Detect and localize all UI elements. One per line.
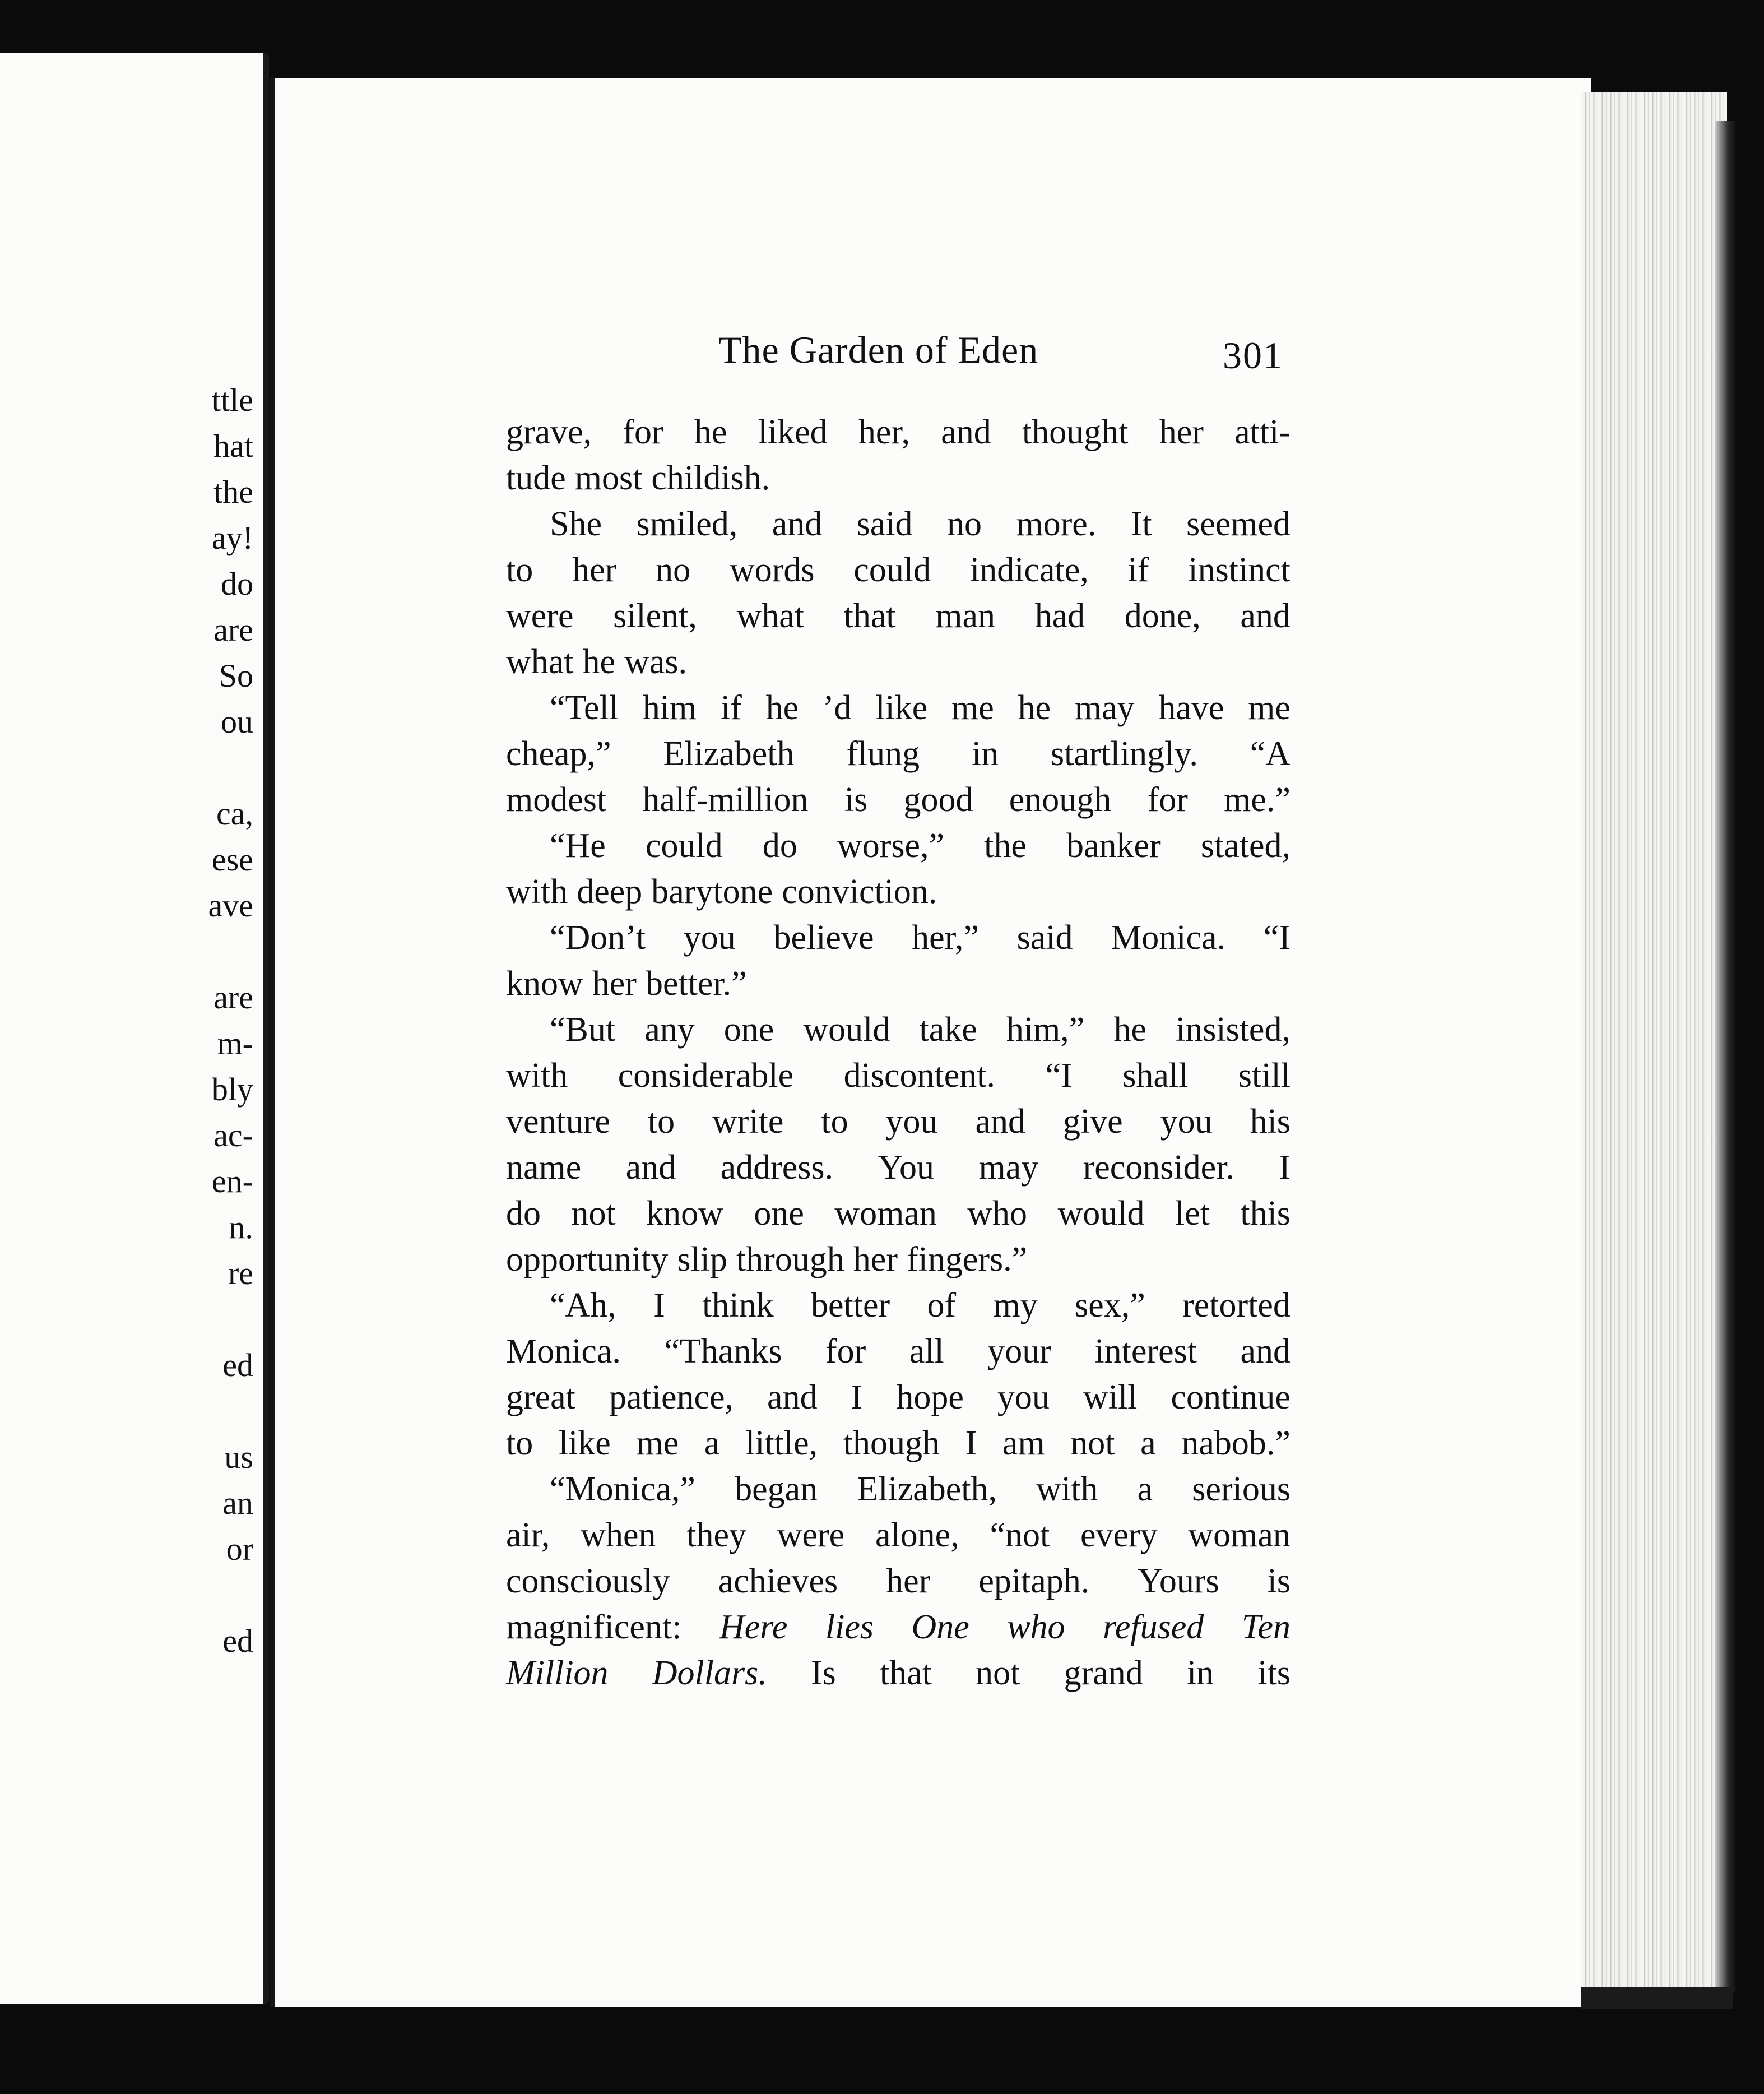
word: patience,	[609, 1378, 734, 1416]
word: Dollars.	[652, 1654, 767, 1692]
text-line	[506, 1374, 1290, 1420]
word: not	[1070, 1424, 1115, 1462]
word: continue	[1171, 1378, 1290, 1416]
word: “But	[550, 1011, 616, 1049]
word: smiled,	[636, 505, 738, 543]
word: when	[581, 1516, 656, 1554]
word: his	[1250, 1102, 1290, 1141]
word: It	[1130, 505, 1152, 543]
word: seemed	[1186, 505, 1290, 543]
word: know	[646, 1194, 723, 1233]
word: him,”	[1006, 1011, 1085, 1049]
word: slip	[677, 1240, 727, 1278]
word: most	[574, 459, 643, 497]
left-fragment: do	[221, 566, 253, 602]
word: thought	[1022, 413, 1129, 451]
word: better.”	[645, 965, 747, 1003]
word: good	[903, 781, 973, 819]
word: to	[506, 551, 533, 589]
word: One	[911, 1608, 969, 1646]
word: who	[1007, 1608, 1065, 1646]
word: your	[987, 1332, 1051, 1370]
word: Here	[719, 1608, 788, 1646]
word: words	[729, 551, 815, 589]
word: woman	[834, 1194, 937, 1233]
word: Ten	[1241, 1608, 1290, 1646]
left-fragment: the	[213, 474, 253, 510]
left-fragment: ttle	[211, 382, 253, 418]
word: and	[772, 505, 823, 543]
word: do	[506, 1194, 541, 1233]
word: that	[843, 597, 896, 635]
word: though	[843, 1424, 940, 1462]
text-line	[506, 1145, 1290, 1190]
word: he	[1018, 689, 1051, 727]
running-title: The Garden of Eden	[718, 328, 1039, 371]
text-line	[506, 823, 1290, 869]
left-fragment: are	[213, 611, 253, 648]
word: if	[1127, 551, 1149, 589]
word: great	[506, 1378, 575, 1416]
word: think	[702, 1286, 774, 1324]
word: barytone	[651, 873, 773, 911]
word: “I	[1263, 919, 1290, 957]
word: would	[1057, 1194, 1145, 1233]
word: he	[765, 689, 799, 727]
text-line	[506, 1099, 1290, 1145]
text-line	[506, 593, 1290, 639]
word: no	[656, 551, 691, 589]
word: retorted	[1182, 1286, 1290, 1324]
word: alone,	[875, 1516, 959, 1554]
left-fragment: or	[226, 1531, 253, 1567]
word: were	[506, 597, 574, 635]
left-fragment: So	[219, 657, 253, 694]
word: let	[1175, 1194, 1210, 1233]
word: that	[879, 1654, 932, 1692]
word: in	[971, 735, 999, 773]
word: grave,	[506, 413, 592, 451]
text-line	[506, 1420, 1290, 1466]
text-line	[506, 1282, 1290, 1328]
word: for	[623, 413, 663, 451]
left-page	[0, 53, 269, 2004]
word: tude	[506, 459, 566, 497]
word: woman	[1188, 1516, 1290, 1554]
text-line	[506, 1512, 1290, 1558]
word: little,	[745, 1424, 818, 1462]
word: magnificent:	[506, 1608, 682, 1646]
left-fragment: hat	[213, 428, 253, 464]
word: her,	[858, 413, 911, 451]
text-line	[506, 409, 1290, 455]
word: interest	[1094, 1332, 1197, 1370]
word: venture	[506, 1102, 610, 1141]
word: shall	[1122, 1057, 1189, 1095]
word: and	[767, 1378, 818, 1416]
word: to	[647, 1102, 675, 1141]
word: discontent.	[843, 1057, 995, 1095]
word: “A	[1250, 735, 1290, 773]
word: and	[941, 413, 991, 451]
word: indicate,	[970, 551, 1089, 589]
word: they	[686, 1516, 746, 1554]
page-number: 301	[1223, 334, 1283, 377]
word: childish.	[651, 459, 770, 497]
left-fragment: m-	[217, 1025, 253, 1062]
word: her	[592, 965, 637, 1003]
word: achieves	[718, 1562, 838, 1600]
text-line	[506, 1190, 1290, 1236]
word: he	[1113, 1011, 1146, 1049]
page-fore-edge	[1581, 92, 1727, 2009]
left-fragment: ed	[222, 1347, 253, 1383]
word: he	[582, 643, 616, 681]
book-cover-edge	[1581, 1987, 1733, 2009]
word: one	[754, 1194, 804, 1233]
text-line	[506, 961, 1290, 1007]
text-line	[506, 639, 1290, 685]
word: with	[506, 873, 568, 911]
text-line	[506, 1650, 1290, 1696]
word: banker	[1066, 827, 1161, 865]
word: a	[1140, 1424, 1156, 1462]
text-line	[506, 1007, 1290, 1053]
word: in	[1186, 1654, 1214, 1692]
word: you	[683, 919, 736, 957]
word: what	[736, 597, 805, 635]
word: conviction.	[782, 873, 937, 911]
word: cheap,”	[506, 735, 611, 773]
word: “I	[1045, 1057, 1073, 1095]
left-fragment: ou	[221, 703, 253, 740]
word: address.	[720, 1148, 834, 1187]
word: done,	[1124, 597, 1201, 635]
word: and	[1240, 1332, 1290, 1370]
word: through	[736, 1240, 844, 1278]
left-fragment: are	[213, 979, 253, 1016]
word: man	[935, 597, 995, 635]
word: me	[1248, 689, 1290, 727]
word: air,	[506, 1516, 550, 1554]
word: Elizabeth	[663, 735, 795, 773]
word: know	[506, 965, 583, 1003]
word: I	[653, 1286, 665, 1324]
word: her	[1159, 413, 1204, 451]
word: my	[993, 1286, 1038, 1324]
word: write	[712, 1102, 784, 1141]
word: atti-	[1234, 413, 1290, 451]
text-line	[506, 1236, 1290, 1282]
text-line	[506, 1604, 1290, 1650]
word: for	[825, 1332, 866, 1370]
word: may	[978, 1148, 1039, 1187]
word: half-million	[642, 781, 809, 819]
body-text	[506, 409, 1290, 1696]
text-line	[506, 1466, 1290, 1512]
word: could	[853, 551, 931, 589]
left-fragment: ed	[222, 1623, 253, 1659]
word: is	[844, 781, 868, 819]
text-line	[506, 455, 1290, 501]
word: may	[1074, 689, 1135, 727]
text-line	[506, 915, 1290, 961]
word: her	[886, 1562, 931, 1600]
word: insisted,	[1176, 1011, 1290, 1049]
word: stated,	[1200, 827, 1290, 865]
left-fragment: ay!	[211, 520, 253, 556]
word: he	[694, 413, 727, 451]
word: lies	[825, 1608, 874, 1646]
text-line	[506, 501, 1290, 547]
text-line	[506, 869, 1290, 915]
word: take	[919, 1011, 977, 1049]
word: all	[909, 1332, 944, 1370]
word: this	[1240, 1194, 1290, 1233]
word: instinct	[1188, 551, 1290, 589]
word: refused	[1103, 1608, 1204, 1646]
word: Is	[810, 1654, 836, 1692]
text-line	[506, 1558, 1290, 1604]
word: “Thanks	[664, 1332, 782, 1370]
word: reconsider.	[1083, 1148, 1234, 1187]
word: am	[1002, 1424, 1045, 1462]
word: do	[762, 827, 797, 865]
word: Yours	[1138, 1562, 1219, 1600]
text-line	[506, 1053, 1290, 1099]
word: hope	[896, 1378, 964, 1416]
word: were	[777, 1516, 845, 1554]
fore-edge-shadow	[1715, 121, 1737, 1993]
word: me.”	[1224, 781, 1290, 819]
word: and	[625, 1148, 676, 1187]
word: serious	[1192, 1470, 1290, 1508]
word: every	[1080, 1516, 1158, 1554]
word: one	[723, 1011, 774, 1049]
left-fragment: n.	[229, 1209, 253, 1245]
word: me	[636, 1424, 679, 1462]
word: ’d	[822, 689, 852, 727]
word: any	[644, 1011, 695, 1049]
word: who	[967, 1194, 1028, 1233]
word: “not	[990, 1516, 1050, 1554]
word: a	[704, 1424, 720, 1462]
word: him	[642, 689, 697, 727]
text-line	[506, 685, 1290, 731]
left-fragment: ac-	[213, 1117, 253, 1153]
word: startlingly.	[1050, 735, 1198, 773]
word: “Don’t	[550, 919, 646, 957]
word: was.	[624, 643, 687, 681]
running-head	[270, 328, 1587, 378]
word: could	[645, 827, 723, 865]
word: believe	[773, 919, 874, 957]
word: have	[1158, 689, 1224, 727]
text-line	[506, 731, 1290, 777]
word: of	[927, 1286, 957, 1324]
word: you	[885, 1102, 938, 1141]
word: and	[975, 1102, 1025, 1141]
word: flung	[846, 735, 920, 773]
left-fragment: bly	[211, 1071, 253, 1108]
word: epitaph.	[978, 1562, 1090, 1600]
word: liked	[758, 413, 828, 451]
word: “Tell	[550, 689, 619, 727]
word: Monica.	[506, 1332, 621, 1370]
word: you	[1160, 1102, 1213, 1141]
word: Million	[506, 1654, 609, 1692]
word: I	[965, 1424, 977, 1462]
word: “Monica,”	[550, 1470, 695, 1508]
word: enough	[1009, 781, 1112, 819]
word: sex,”	[1075, 1286, 1145, 1324]
left-fragment: re	[228, 1255, 253, 1291]
word: will	[1083, 1378, 1138, 1416]
word: to	[821, 1102, 848, 1141]
word: worse,”	[837, 827, 945, 865]
left-fragment: an	[222, 1485, 253, 1521]
word: its	[1257, 1654, 1290, 1692]
word: “He	[550, 827, 606, 865]
word: like	[558, 1424, 611, 1462]
word: deep	[577, 873, 643, 911]
word: opportunity	[506, 1240, 669, 1278]
word: better	[810, 1286, 890, 1324]
word: more.	[1016, 505, 1097, 543]
word: She	[550, 505, 602, 543]
word: Monica.	[1111, 919, 1226, 957]
word: me	[951, 689, 994, 727]
word: like	[875, 689, 928, 727]
word: give	[1062, 1102, 1123, 1141]
word: you	[997, 1378, 1050, 1416]
word: modest	[506, 781, 607, 819]
word: I	[851, 1378, 863, 1416]
left-fragment: ca,	[216, 795, 253, 832]
word: with	[1036, 1470, 1098, 1508]
word: her	[572, 551, 617, 589]
word: grand	[1064, 1654, 1143, 1692]
word: had	[1034, 597, 1085, 635]
text-line	[506, 1328, 1290, 1374]
word: with	[506, 1057, 568, 1095]
word: the	[984, 827, 1027, 865]
word: “Ah,	[550, 1286, 616, 1324]
word: is	[1267, 1562, 1290, 1600]
left-fragment: us	[224, 1439, 253, 1475]
word: still	[1238, 1057, 1290, 1095]
word: for	[1147, 781, 1188, 819]
word: consciously	[506, 1562, 670, 1600]
word: if	[720, 689, 742, 727]
word: not	[571, 1194, 616, 1233]
word: no	[946, 505, 982, 543]
word: said	[856, 505, 913, 543]
word: a	[1137, 1470, 1153, 1508]
word: what	[506, 643, 574, 681]
text-line	[506, 777, 1290, 823]
word: silent,	[613, 597, 697, 635]
text-line	[506, 547, 1290, 593]
word: not	[976, 1654, 1020, 1692]
word: to	[506, 1424, 533, 1462]
word: fingers.”	[906, 1240, 1028, 1278]
word: nabob.”	[1181, 1424, 1290, 1462]
word: Elizabeth,	[857, 1470, 997, 1508]
word: considerable	[618, 1057, 794, 1095]
word: said	[1016, 919, 1073, 957]
word: her	[853, 1240, 898, 1278]
left-fragment: en-	[211, 1163, 253, 1199]
left-fragment: ave	[208, 887, 253, 924]
word: You	[878, 1148, 935, 1187]
word: her,”	[912, 919, 979, 957]
word: would	[803, 1011, 890, 1049]
word: began	[735, 1470, 818, 1508]
word: I	[1279, 1148, 1290, 1187]
left-fragment: ese	[211, 841, 253, 878]
word: and	[1240, 597, 1290, 635]
word: name	[506, 1148, 582, 1187]
